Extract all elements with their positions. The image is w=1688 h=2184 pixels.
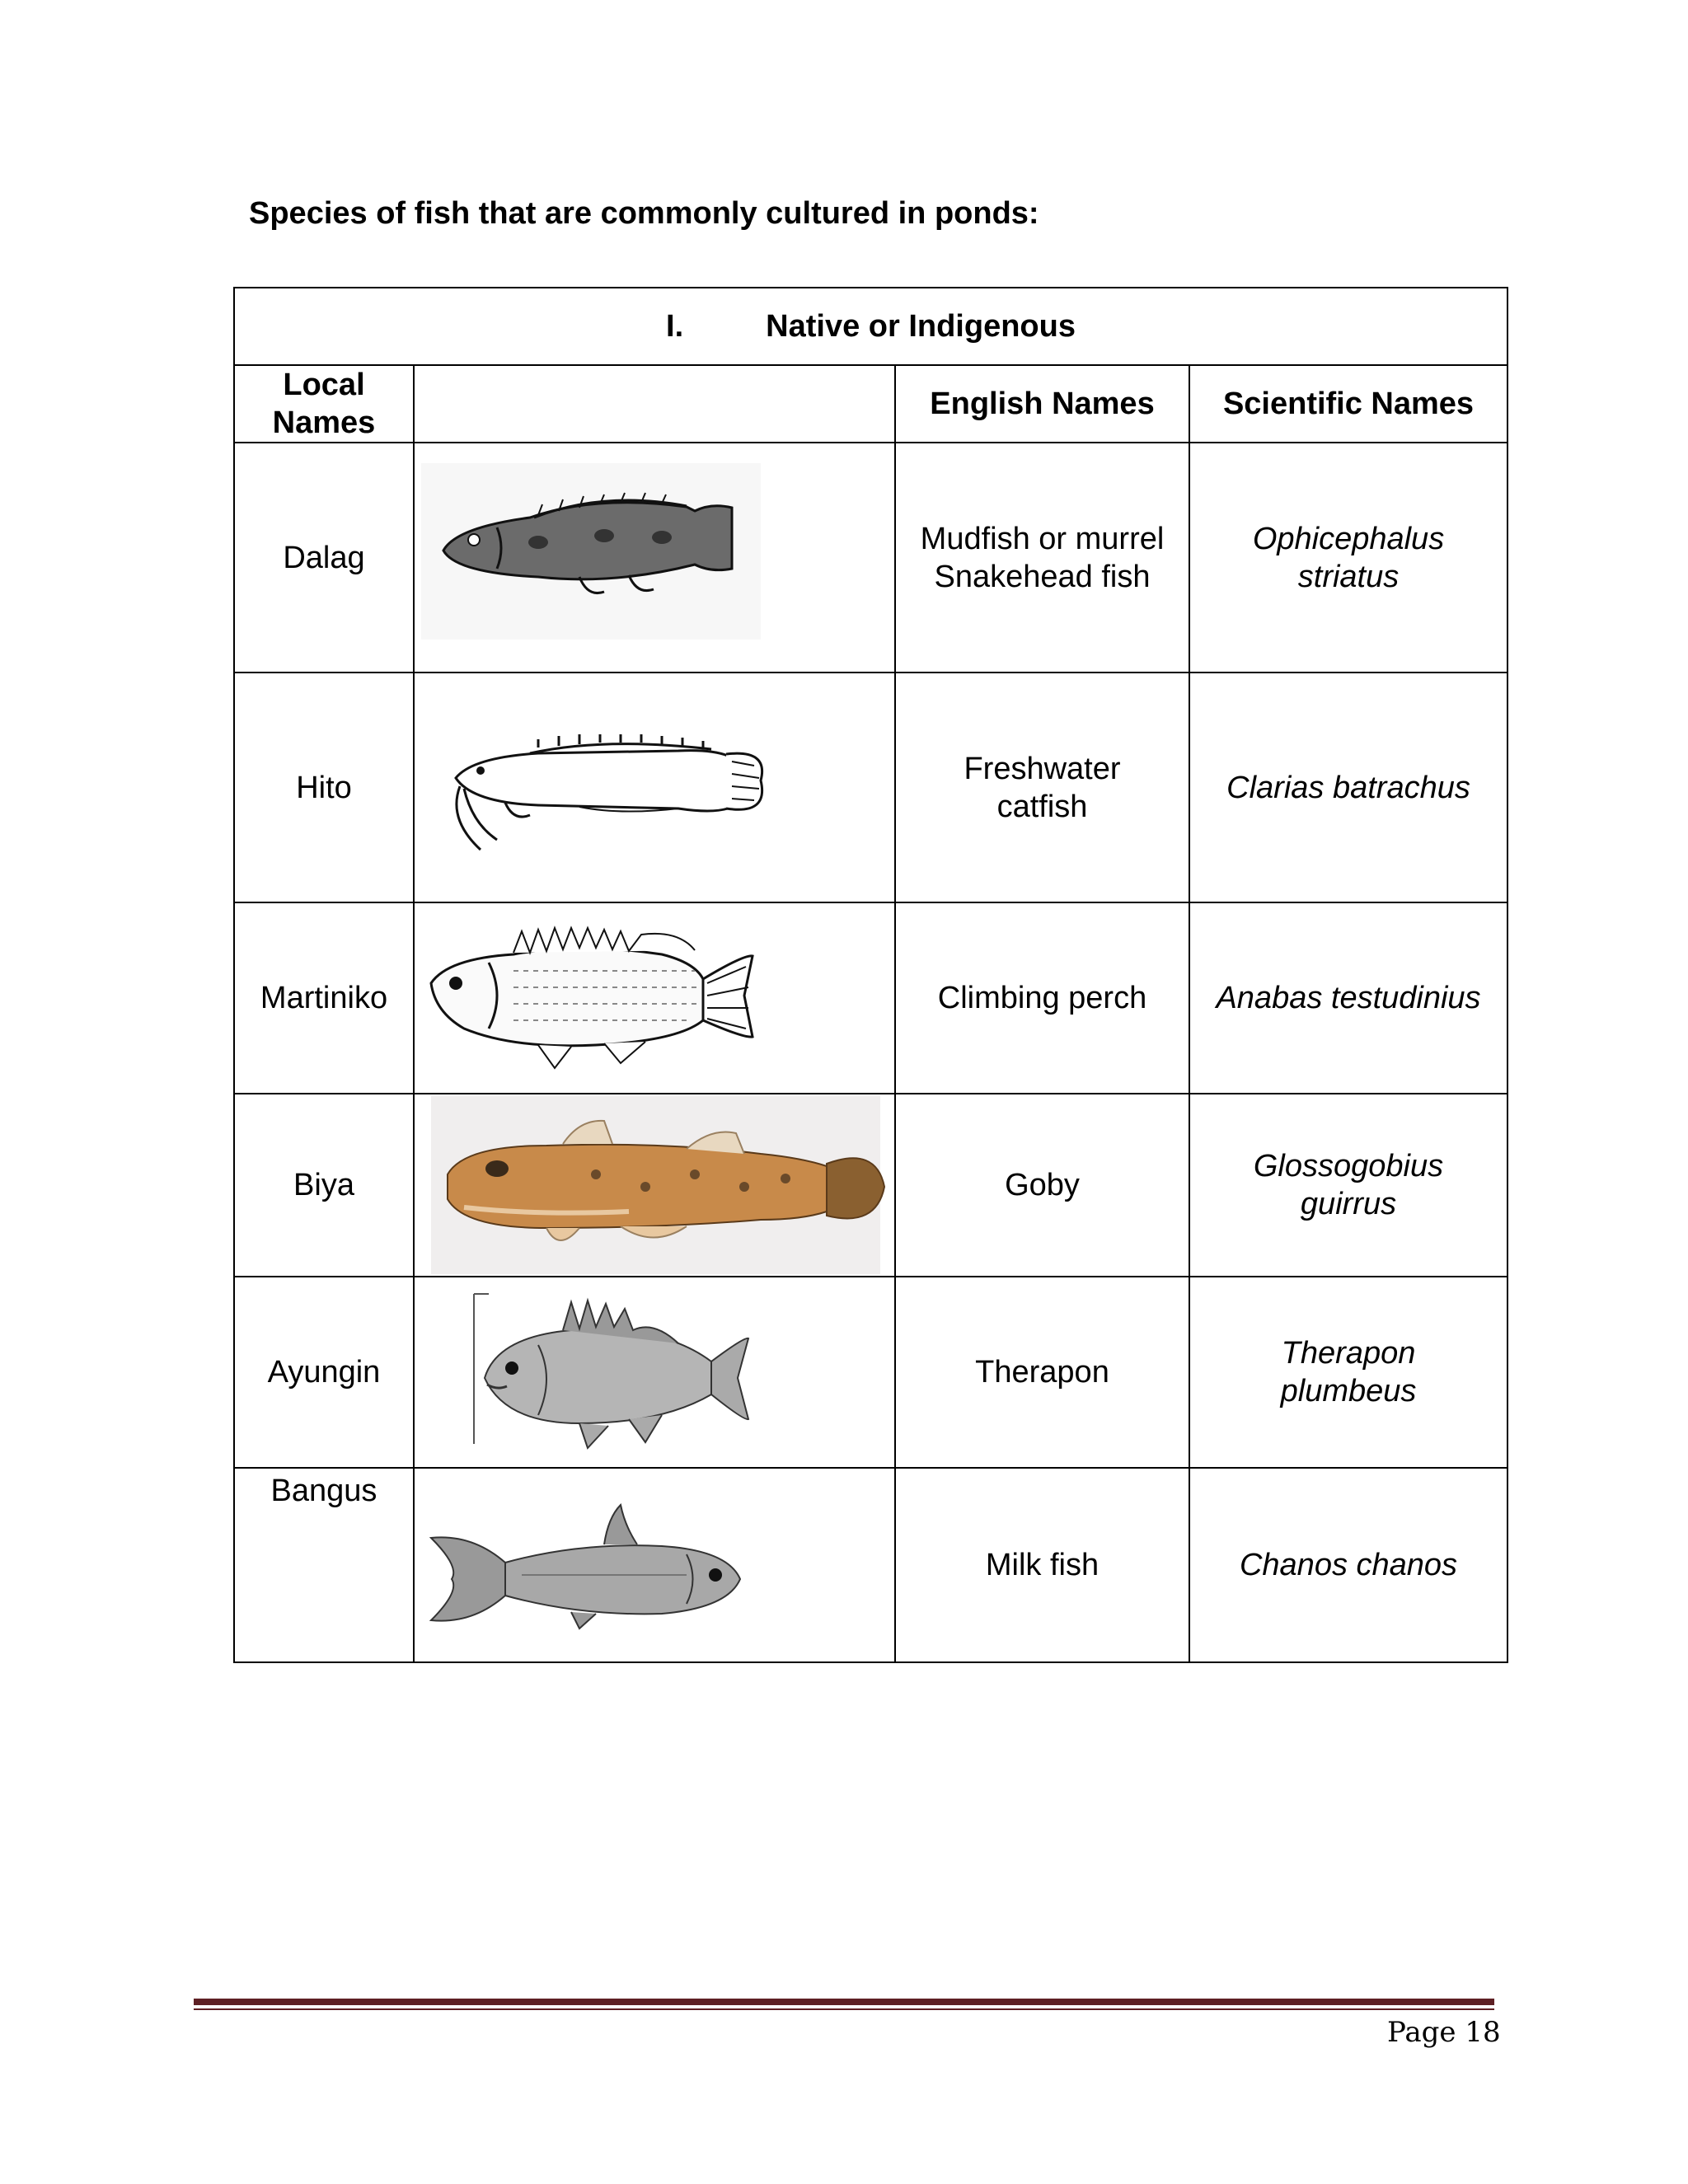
- english-name-cell: Climbing perch: [895, 902, 1189, 1094]
- species-table: [233, 287, 1508, 1663]
- local-name-cell: Bangus: [234, 1468, 414, 1662]
- table-row: [234, 673, 1507, 902]
- local-name-cell: Martiniko: [234, 902, 414, 1094]
- header-scientific-names: Scientific Names: [1189, 365, 1507, 443]
- english-name-cell: Goby: [895, 1094, 1189, 1277]
- header-english-names: English Names: [895, 365, 1189, 443]
- section-header-row: [234, 288, 1507, 365]
- page-number: Page 18: [1387, 2016, 1501, 2049]
- scientific-name-cell: Ophicephalus striatus: [1189, 443, 1507, 673]
- local-name-cell: Hito: [234, 673, 414, 902]
- table-row: [234, 1277, 1507, 1468]
- scientific-name-cell: Therapon plumbeus: [1189, 1277, 1507, 1468]
- english-name-cell: Therapon: [895, 1277, 1189, 1468]
- table-row: [234, 1468, 1507, 1662]
- scientific-name-cell: Glossogobius guirrus: [1189, 1094, 1507, 1277]
- local-name-cell: Biya: [234, 1094, 414, 1277]
- fish-image-cell: [414, 1468, 895, 1662]
- english-name-cell: Milk fish: [895, 1468, 1189, 1662]
- page-heading: Species of fish that are commonly cultured in ponds:: [249, 196, 1039, 231]
- header-image: [414, 365, 895, 443]
- column-header-row: [234, 365, 1507, 443]
- english-name-cell: Mudfish or murrel Snakehead fish: [895, 443, 1189, 673]
- mudfish-drawing-icon: [415, 445, 893, 670]
- table-row: [234, 443, 1507, 673]
- catfish-drawing-icon: [415, 675, 893, 900]
- scientific-name-cell: Clarias batrachus: [1189, 673, 1507, 902]
- table-row: [234, 902, 1507, 1094]
- footer-rule-thin: [194, 2008, 1494, 2010]
- goby-photo-icon: [415, 1096, 893, 1274]
- english-name-cell: Freshwater catfish: [895, 673, 1189, 902]
- fish-image-cell: [414, 443, 895, 673]
- climbing-perch-drawing-icon: [415, 905, 893, 1091]
- fish-image-cell: [414, 1277, 895, 1468]
- header-local-names: Local Names: [234, 365, 414, 443]
- fish-image-cell: [414, 673, 895, 902]
- local-name-cell: Dalag: [234, 443, 414, 673]
- milkfish-drawing-icon: [415, 1472, 893, 1658]
- local-name-cell: Ayungin: [234, 1277, 414, 1468]
- table-row: [234, 1094, 1507, 1277]
- therapon-drawing-icon: [415, 1279, 893, 1465]
- section-number: I.: [666, 309, 684, 344]
- scientific-name-cell: Chanos chanos: [1189, 1468, 1507, 1662]
- section-title-cell: [234, 288, 1507, 365]
- section-title: Native or Indigenous: [766, 309, 1076, 344]
- fish-image-cell: [414, 902, 895, 1094]
- footer-rule: [194, 1999, 1494, 2005]
- scientific-name-cell: Anabas testudinius: [1189, 902, 1507, 1094]
- fish-image-cell: [414, 1094, 895, 1277]
